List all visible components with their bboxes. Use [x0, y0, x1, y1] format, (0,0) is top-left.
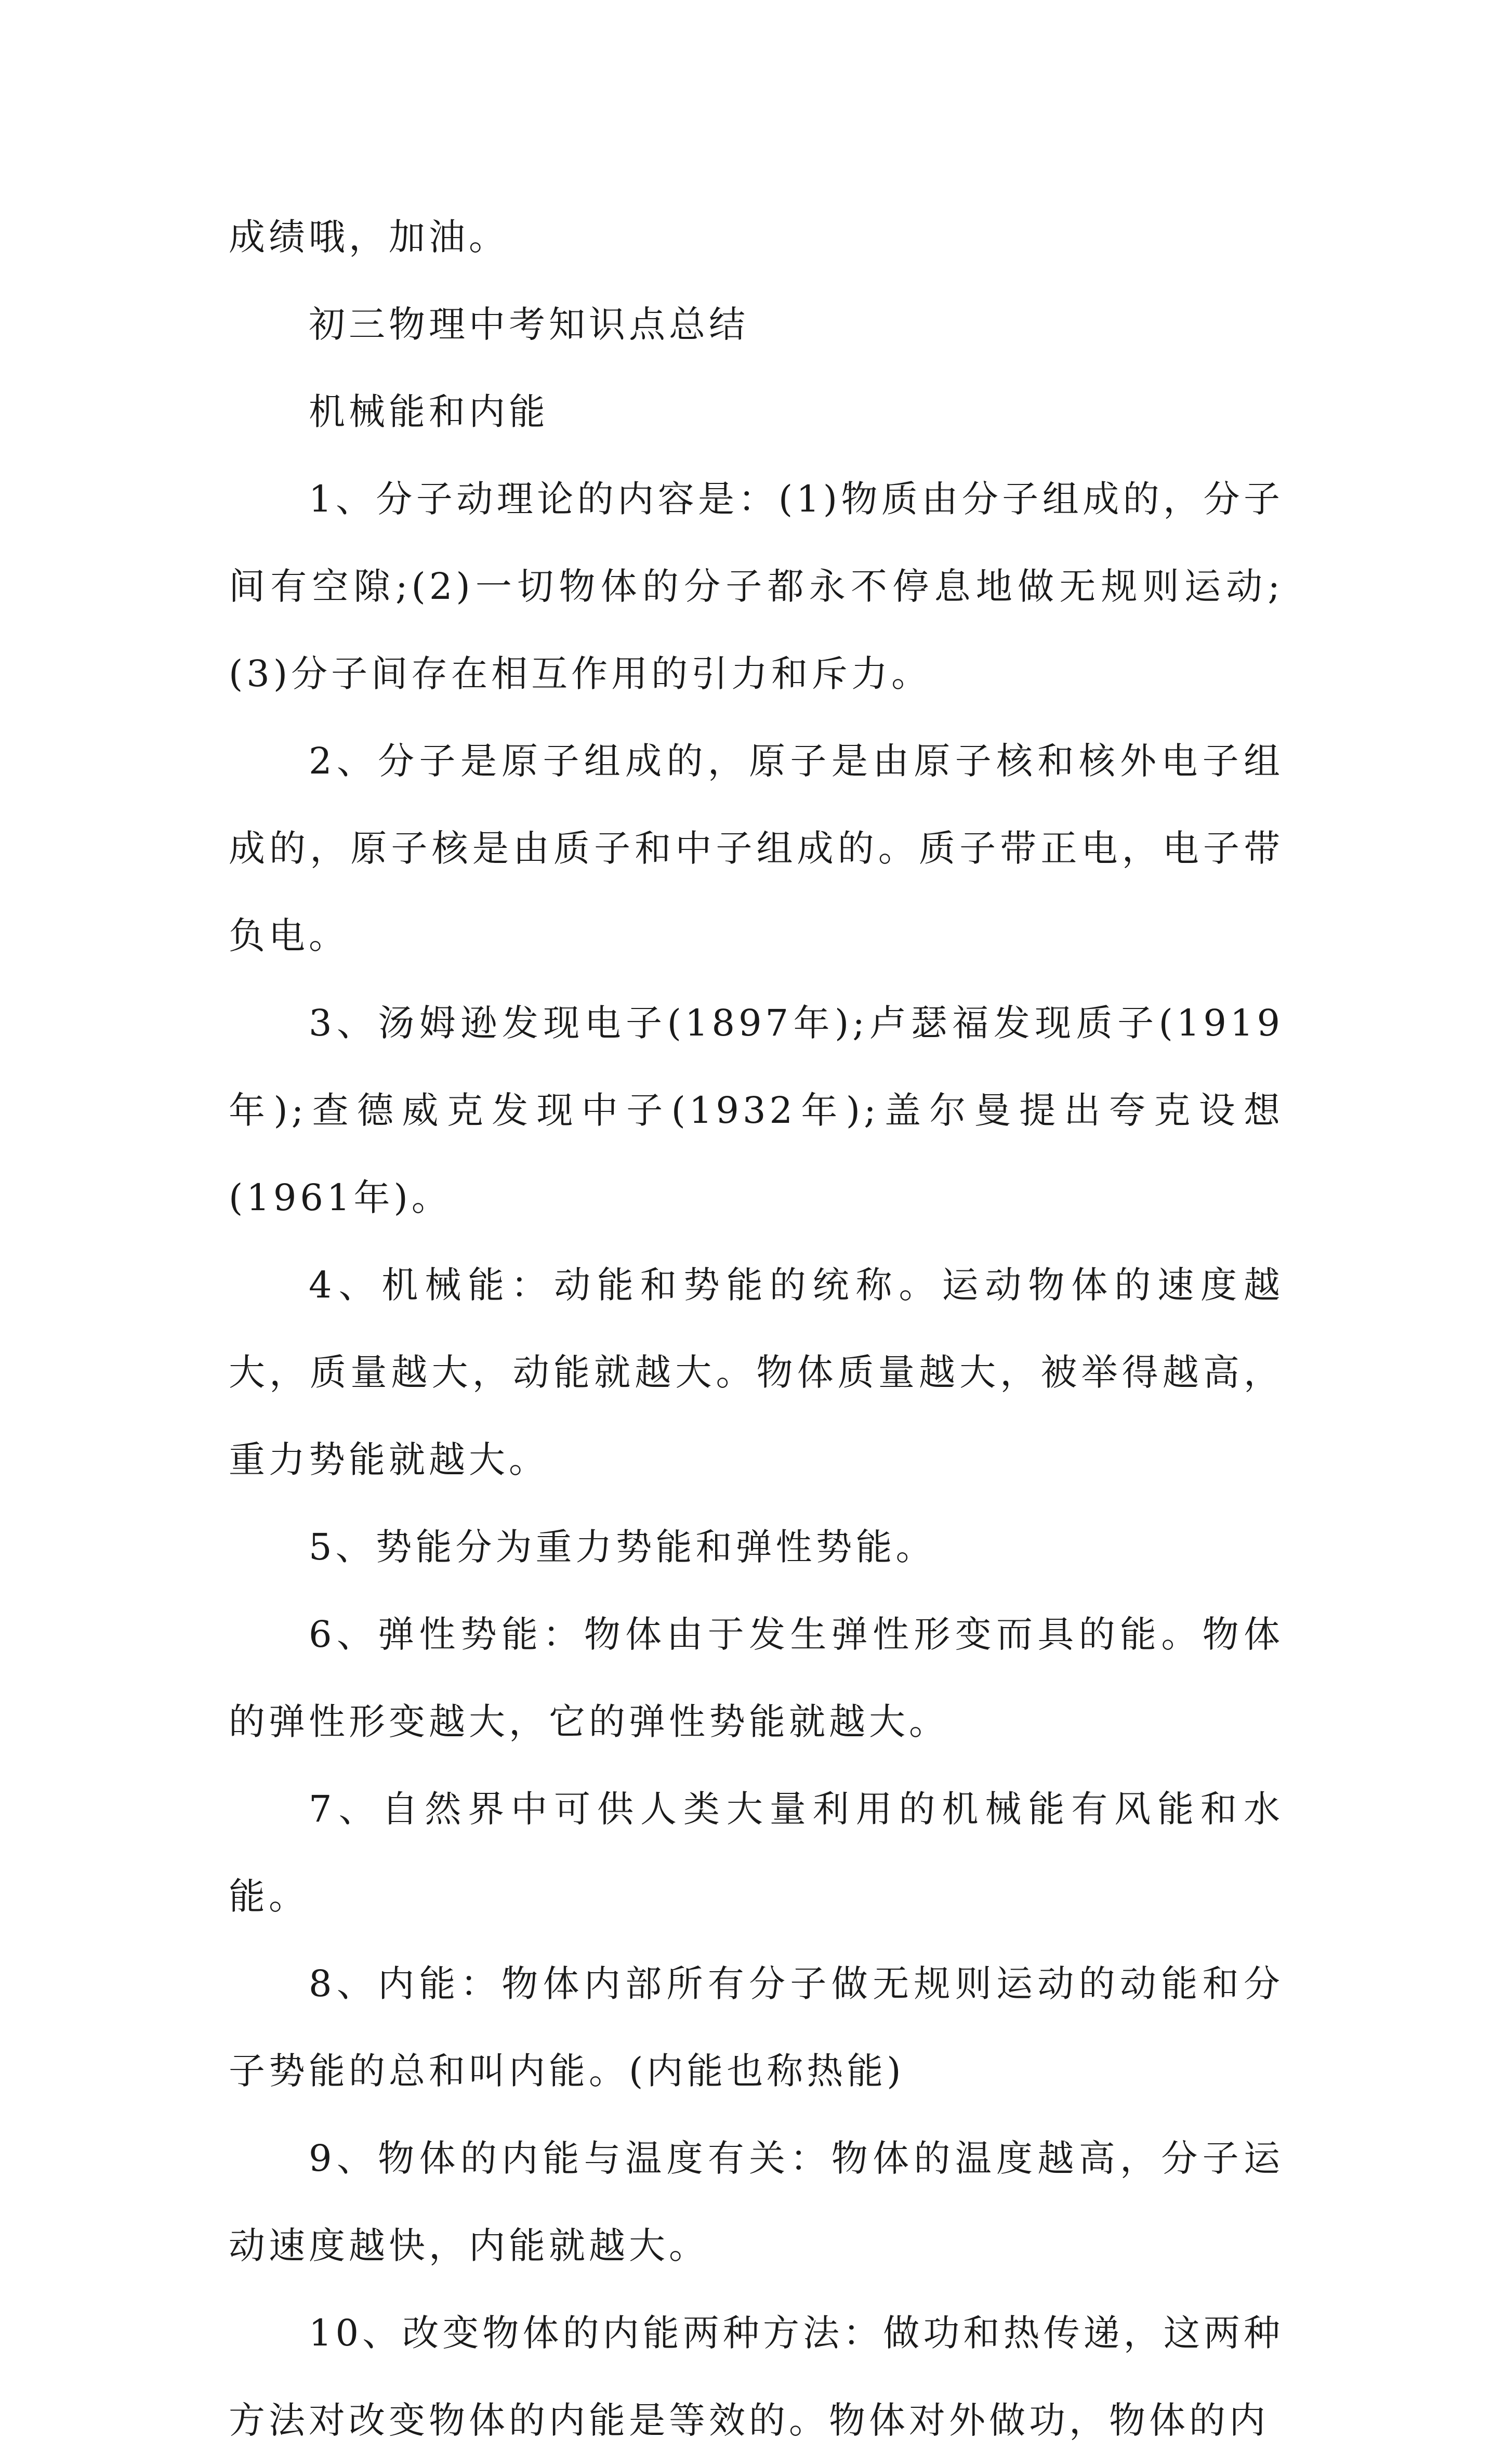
list-item: 7、自然界中可供人类大量利用的机械能有风能和水能。 [229, 1788, 1284, 1918]
list-item: 3、汤姆逊发现电子(1897年);卢瑟福发现质子(1919年);查德威克发现中子(1932年);盖尔曼提出夸克设想(1961年)。 [229, 1002, 1284, 1219]
list-item: 2、分子是原子组成的，原子是由原子核和核外电子组成的，原子核是由质子和中子组成的。质子带正电，电子带负电。 [229, 740, 1284, 957]
list-item: 8、内能：物体内部所有分子做无规则运动的动能和分子势能的总和叫内能。(内能也称热能) [229, 1962, 1284, 2092]
section-heading: 机械能和内能 [309, 390, 549, 433]
list-item: 4、机械能：动能和势能的统称。运动物体的速度越大，质量越大，动能就越大。物体质量越大，被举得越高，重力势能就越大。 [229, 1264, 1284, 1481]
paragraph-continuation: 成绩哦，加油。 [229, 216, 509, 258]
list-item: 1、分子动理论的内容是：(1)物质由分子组成的，分子间有空隙;(2)一切物体的分子都永不停息地做无规则运动;(3)分子间存在相互作用的引力和斥力。 [229, 478, 1284, 695]
list-item: 5、势能分为重力势能和弹性势能。 [309, 1526, 936, 1568]
document-title: 初三物理中考知识点总结 [309, 303, 749, 346]
list-item: 6、弹性势能：物体由于发生弹性形变而具的能。物体的弹性形变越大，它的弹性势能就越大。 [229, 1613, 1284, 1743]
list-item: 9、物体的内能与温度有关：物体的温度越高，分子运动速度越快，内能就越大。 [229, 2137, 1284, 2267]
list-item: 10、改变物体的内能两种方法：做功和热传递，这两种方法对改变物体的内能是等效的。物体对外做功，物体的内 [229, 2312, 1284, 2442]
document-body [229, 193, 1284, 2464]
